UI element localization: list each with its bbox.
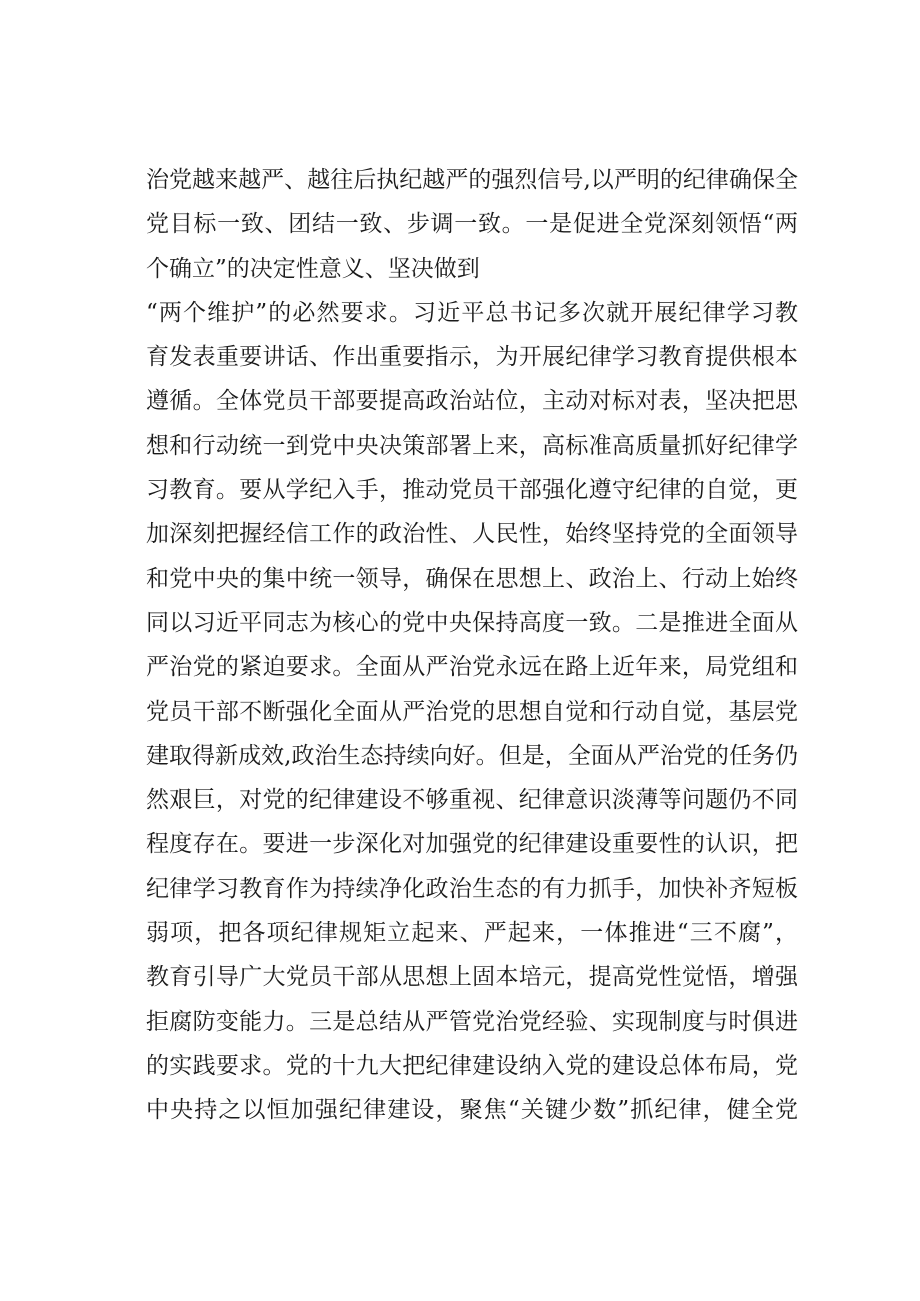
text-line: 习教育。要从学纪入手，推动党员干部强化遵守纪律的自觉，更 [146,477,798,504]
text-line: 然艰巨，对党的纪律建设不够重视、纪律意识淡薄等问题仍不同 [146,787,798,814]
text-line: 同以习近平同志为核心的党中央保持高度一致。二是推进全面从 [146,609,798,636]
text-line: 党目标一致、团结一致、步调一致。一是促进全党深刻领悟“两 [146,211,798,238]
text-line: 党员干部不断强化全面从严治党的思想自觉和行动自觉，基层党 [146,698,798,725]
text-line: 个确立”的决定性意义、坚决做到 [146,255,480,282]
text-line: 加深刻把握经信工作的政治性、人民性，始终坚持党的全面领导 [146,521,798,548]
text-line: 教育引导广大党员干部从思想上固本培元，提高党性觉悟，增强 [146,964,798,991]
text-line: 治党越来越严、越往后执纪越严的强烈信号,以严明的纪律确保全 [146,167,798,193]
document-page [146,158,798,1133]
text-line: 想和行动统一到党中央决策部署上来，高标准高质量抓好纪律学 [146,432,798,459]
text-line: 程度存在。要进一步深化对加强党的纪律建设重要性的认识，把 [146,831,798,858]
text-line: 拒腐防变能力。三是总结从严管党治党经验、实现制度与时俱进 [146,1008,798,1035]
text-line: 和党中央的集中统一领导，确保在思想上、政治上、行动上始终 [146,565,798,592]
text-line: 中央持之以恒加强纪律建设，聚焦“关键少数”抓纪律，健全党 [146,1097,798,1124]
text-line: “两个维护”的必然要求。习近平总书记多次就开展纪律学习教 [146,299,798,326]
text-line: 纪律学习教育作为持续净化政治生态的有力抓手，加快补齐短板 [146,875,798,902]
text-line: 严治党的紧迫要求。全面从严治党永远在路上近年来，局党组和 [146,654,798,681]
text-line: 的实践要求。党的十九大把纪律建设纳入党的建设总体布局，党 [146,1052,798,1079]
text-line: 育发表重要讲话、作出重要指示，为开展纪律学习教育提供根本 [146,344,798,371]
text-line: 遵循。全体党员干部要提高政治站位，主动对标对表，坚决把思 [146,388,798,415]
text-line: 建取得新成效,政治生态持续向好。但是，全面从严治党的任务仍 [146,742,798,769]
text-line: 弱项，把各项纪律规矩立起来、严起来，一体推进“三不腐”， [146,920,798,947]
